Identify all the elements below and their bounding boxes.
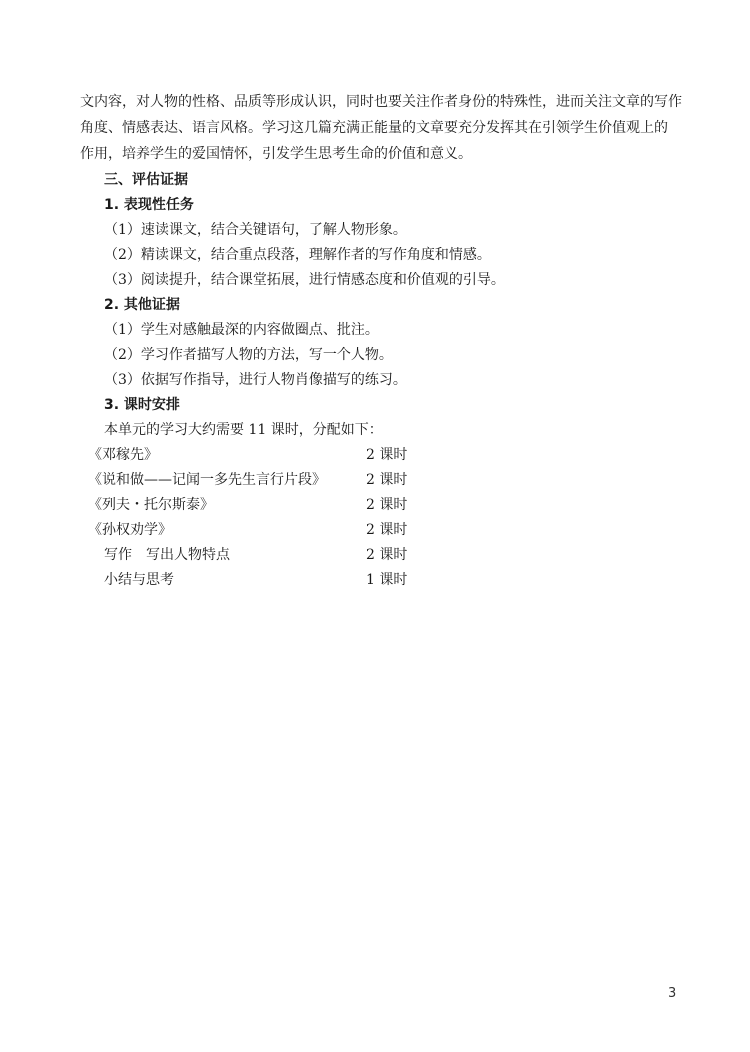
list-item: （3）阅读提升，结合课堂拓展，进行情感态度和价值观的引导。 (104, 272, 505, 288)
list-item: （1）速读课文，结合关键语句，了解人物形象。 (104, 222, 407, 238)
page-number: 3 (668, 986, 677, 1001)
list-item: （1）学生对感触最深的内容做圈点、批注。 (104, 322, 379, 338)
lesson-title: 《孙权劝学》 (88, 522, 172, 538)
schedule-intro: 本单元的学习大约需要 11 课时，分配如下： (104, 422, 383, 438)
lesson-hours: 2 课时 (366, 522, 408, 538)
list-item: （2）精读课文，结合重点段落，理解作者的写作角度和情感。 (104, 247, 491, 263)
paragraph-line: 角度、情感表达、语言风格。学习这几篇充满正能量的文章要充分发挥其在引领学生价值观上的 (80, 120, 668, 136)
lesson-hours: 2 课时 (366, 497, 408, 513)
paragraph-line: 作用，培养学生的爱国情怀，引发学生思考生命的价值和意义。 (80, 146, 472, 162)
lesson-title: 《列夫・托尔斯泰》 (88, 497, 214, 513)
list-item: （2）学习作者描写人物的方法，写一个人物。 (104, 347, 393, 363)
subsection-heading: 3. 课时安排 (104, 397, 180, 413)
paragraph-line: 文内容，对人物的性格、品质等形成认识，同时也要关注作者身份的特殊性，进而关注文章的写作 (80, 94, 682, 110)
subsection-heading: 2. 其他证据 (104, 297, 180, 313)
section-heading: 三、评估证据 (104, 172, 188, 188)
lesson-hours: 1 课时 (366, 572, 408, 588)
list-item: （3）依据写作指导，进行人物肖像描写的练习。 (104, 372, 407, 388)
lesson-hours: 2 课时 (366, 447, 408, 463)
lesson-title: 写作 写出人物特点 (104, 547, 230, 563)
lesson-title: 《说和做——记闻一多先生言行片段》 (88, 472, 326, 488)
lesson-hours: 2 课时 (366, 472, 408, 488)
subsection-heading: 1. 表现性任务 (104, 197, 194, 213)
lesson-title: 小结与思考 (104, 572, 174, 588)
lesson-hours: 2 课时 (366, 547, 408, 563)
lesson-title: 《邓稼先》 (88, 447, 158, 463)
